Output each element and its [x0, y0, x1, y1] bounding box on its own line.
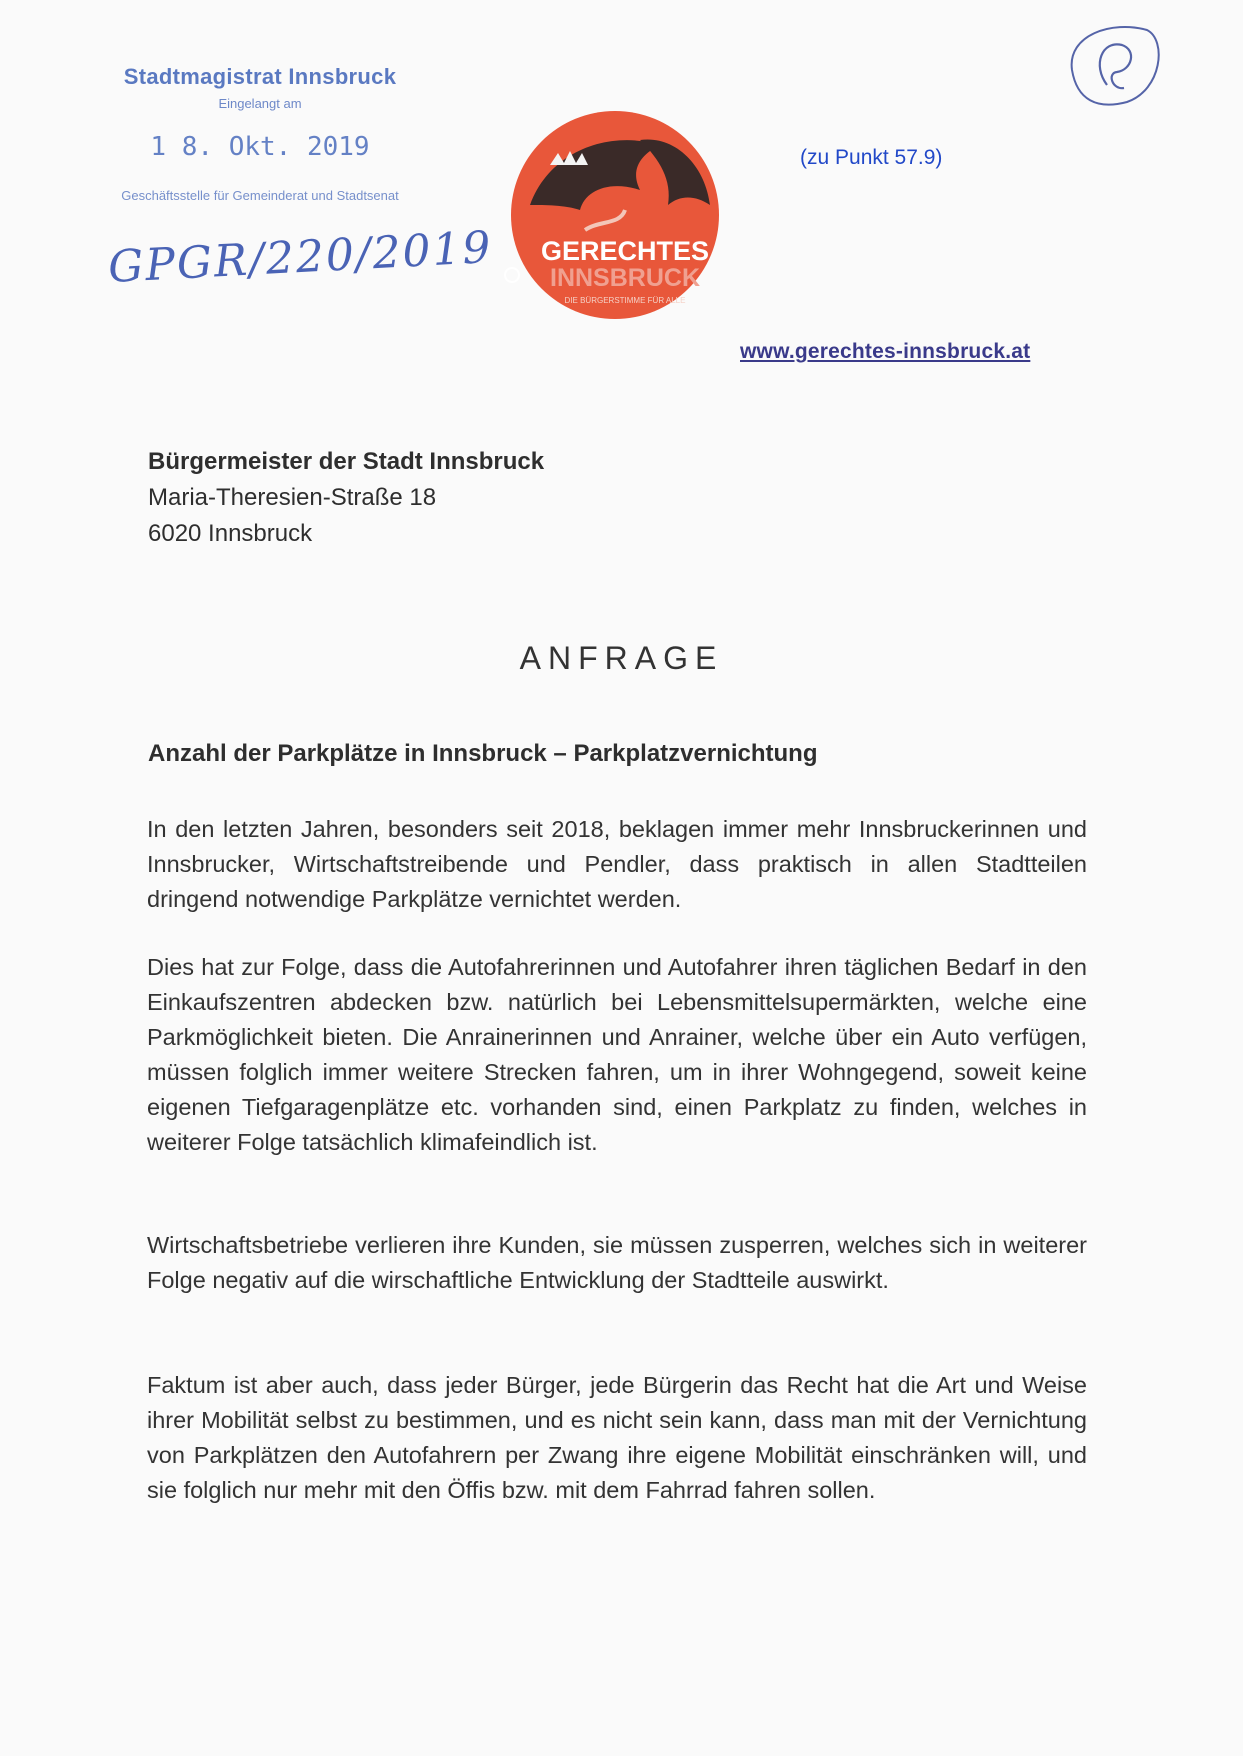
recipient-city: 6020 Innsbruck	[148, 520, 313, 547]
logo-line1: GERECHTES	[540, 236, 710, 266]
stamp-date: 1 8. Okt. 2019	[150, 132, 370, 162]
document-title: ANFRAGE	[519, 640, 724, 676]
stamp-office: Stadtmagistrat Innsbruck	[123, 64, 397, 89]
recipient-street: Maria-Theresien-Straße 18	[148, 484, 437, 511]
stamp-file-number: GPGR/220/2019	[106, 221, 494, 294]
body-paragraph-3: Wirtschaftsbetriebe verlieren ihre Kunden, sie müssen zusperren, welches sich in weiterer Folge negativ auf die wirschaftliche Entwicklung der Stadtteile auswirkt.	[147, 1232, 1087, 1293]
reference-note: (zu Punkt 57.9)	[800, 146, 943, 169]
website-link[interactable]: www.gerechtes-innsbruck.at	[740, 340, 1031, 363]
body-paragraph-2: Dies hat zur Folge, dass die Autofahrerinnen und Autofahrer ihren täglichen Bedarf in den Einkaufszentren abdecken bzw. natürlich bei Lebensmittelsupermärkten, welche eine Parkmöglichkeit bieten. Die Anrainerinnen und Anrainer, welche über ein Auto verfügen, müssen folglich immer weitere Strecken fahren, um in ihrer Wohngegend, soweit keine eigenen Tiefgaragenplätze etc. vorhanden sind, einen Parkplatz zu finden, welches in weiterer Folge tatsächlich klimafeindlich ist.	[147, 954, 1087, 1155]
logo-line2: INNSBRUCK	[550, 264, 700, 292]
body-paragraph-4: Faktum ist aber auch, dass jeder Bürger, jede Bürgerin das Recht hat die Art und Weise ihrer Mobilität selbst zu bestimmen, und es nicht sein kann, dass man mit der Vernichtung von Parkplätzen den Autofahrern per Zwang ihre eigene Mobilität einschränken will, und sie folglich nur mehr mit den Öffis bzw. mit dem Fahrrad fahren sollen.	[147, 1372, 1087, 1503]
stamp-department: Geschäftsstelle für Gemeinderat und Stadtsenat	[121, 188, 399, 203]
logo-crosshair-icon	[505, 268, 519, 282]
recipient-name: Bürgermeister der Stadt Innsbruck	[148, 448, 545, 475]
body-paragraph-1: In den letzten Jahren, besonders seit 2018, beklagen immer mehr Innsbruckerinnen und Innsbrucker, Wirtschaftstreibende und Pendler, dass praktisch in allen Stadtteilen dringend notwendige Parkplätze vernichtet werden.	[147, 816, 1087, 912]
logo-tagline: DIE BÜRGERSTIMME FÜR ALLE	[564, 296, 686, 305]
recipient-address	[148, 444, 544, 552]
handwritten-initials-circle	[1052, 10, 1172, 120]
subject-heading: Anzahl der Parkplätze in Innsbruck – Parkplatzvernichtung	[148, 740, 818, 767]
stamp-received-label: Eingelangt am	[218, 96, 302, 111]
gerechtes-innsbruck-logo	[490, 110, 740, 320]
